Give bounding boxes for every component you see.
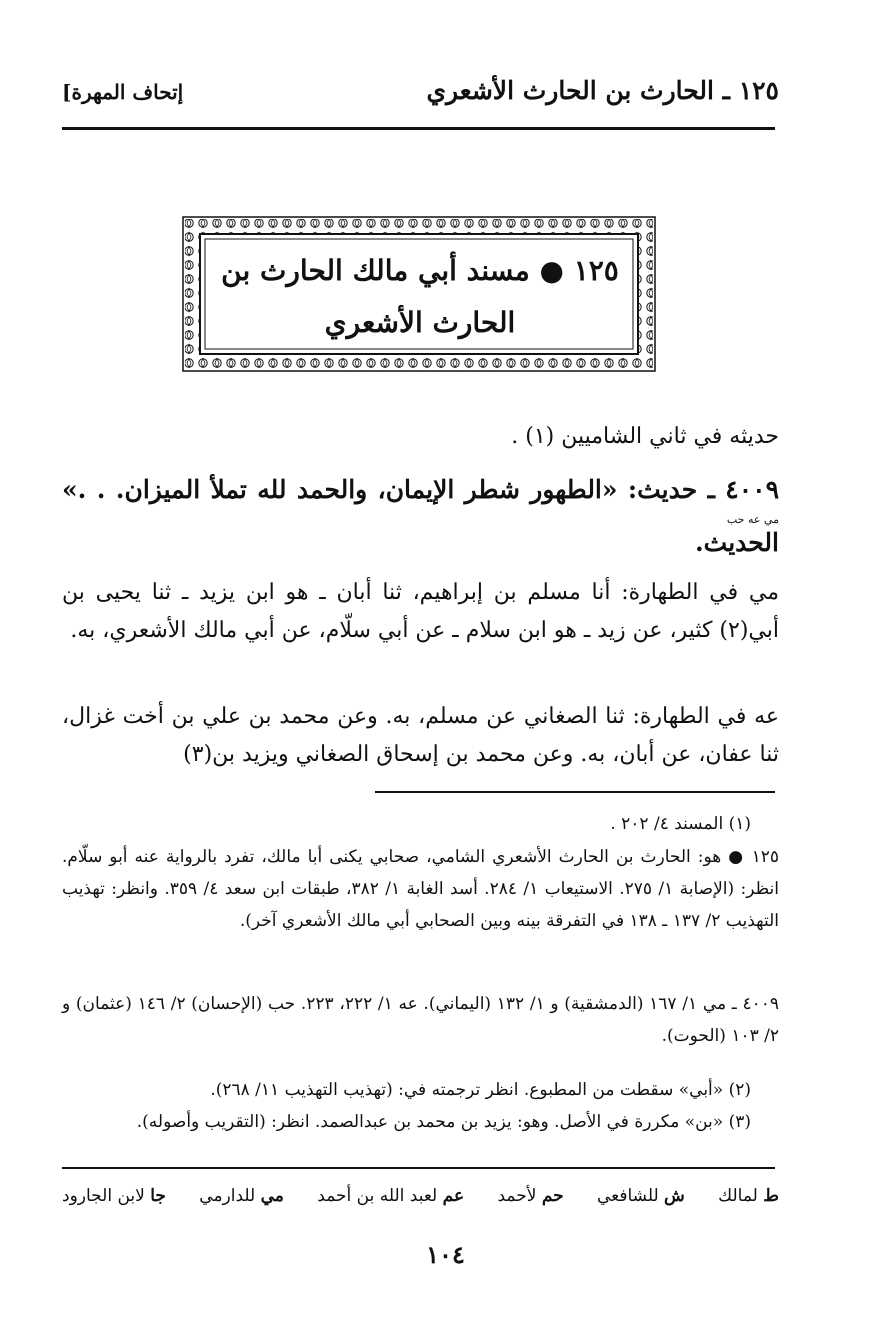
footnote-rule <box>375 791 775 793</box>
paragraph: عه في الطهارة: ثنا الصغاني عن مسلم، به. وعن محمد بن علي بن أخت غزال، ثنا عفان، عن أبان، به. وعن محمد بن إسحاق الصغاني ويزيد بن(٣) <box>62 704 779 767</box>
abbreviation-legend <box>62 1186 779 1216</box>
legend-item <box>497 1186 563 1216</box>
section-title-line-1: ١٢٥ ● مسند أبي مالك الحارث بن <box>221 254 619 287</box>
legend-code: مي <box>260 1186 284 1206</box>
book-title: [إتحاف المهرة <box>62 80 184 104</box>
legend-item <box>62 1186 166 1216</box>
legend-code: جا <box>150 1186 166 1206</box>
footnote: (٢) «أبي» سقطت من المطبوع. انظر ترجمته في: (تهذيب التهذيب ١١/ ٢٦٨). <box>210 1080 751 1100</box>
footnote: ٤٠٠٩ ـ مي ١/ ١٦٧ (الدمشقية) و ١/ ١٣٢ (اليماني). عه ١/ ٢٢٢، ٢٢٣. حب (الإحسان) ٢/ ١٤٦ (عثمان) و ٢/ ١٠٣ (الحوت). <box>62 994 779 1046</box>
legend-label: للشافعي <box>596 1186 659 1206</box>
legend-label: لأحمد <box>497 1186 537 1206</box>
ornamental-frame <box>182 216 656 372</box>
footnote: ١٢٥ ● هو: الحارث بن الحارث الأشعري الشامي، صحابي يكنى أبا مالك، تفرد بالرواية عنه أبو سلّام. انظر: (الإصابة ١/ ٢٧٥. الاستيعاب ١/ ٢٨٤. أسد الغابة ١/ ٣٨٢، طبقات ابن سعد ٤/ ٣٥٩. وانظر: تهذيب التهذيب ٢/ ١٣٧ ـ ١٣٨ في التفرقة بينه وبين الصحابي أبي مالك الأشعري آخر). <box>62 847 779 931</box>
legend-item <box>718 1186 779 1216</box>
page-number: ١٠٤ <box>426 1240 465 1269</box>
footnote: (١) المسند ٤/ ٢٠٢ . <box>610 814 751 834</box>
legend-code: عم <box>442 1186 465 1206</box>
ornament-border-icon <box>182 216 656 372</box>
legend-label: لمالك <box>718 1186 758 1206</box>
legend-code: ط <box>763 1186 779 1206</box>
legend-item <box>199 1186 284 1216</box>
source-marks: مي عه حب <box>726 513 779 526</box>
footnote: (٣) «بن» مكررة في الأصل. وهو: يزيد بن محمد بن عبدالصمد. انظر: (التقريب وأصوله). <box>136 1112 751 1132</box>
legend-code: حم <box>541 1186 564 1206</box>
legend-item <box>597 1186 685 1216</box>
footer-rule <box>62 1167 775 1169</box>
hadith-heading-end: الحديث. <box>694 528 779 557</box>
section-title-line-2: الحارث الأشعري <box>324 306 516 339</box>
legend-label: لعبد الله بن أحمد <box>317 1186 438 1206</box>
running-header <box>62 72 779 112</box>
lead-text: حديثه في ثاني الشاميين (١) . <box>511 424 779 449</box>
hadith-heading: ٤٠٠٩ ـ حديث: «الطهور شطر الإيمان، والحمد لله تملأ الميزان. . .» <box>62 475 779 504</box>
paragraph: مي في الطهارة: أنا مسلم بن إبراهيم، ثنا أبان ـ هو ابن يزيد ـ ثنا يحيى بن أبي(٢) كثير، عن زيد ـ هو ابن سلام ـ عن أبي سلّام، عن أبي مالك الأشعري، به. <box>62 580 779 643</box>
legend-label: للدارمي <box>199 1186 256 1206</box>
legend-label: لابن الجارود <box>62 1186 145 1206</box>
legend-item <box>317 1186 464 1216</box>
header-rule <box>62 127 775 130</box>
chapter-title: ١٢٥ ـ الحارث بن الحارث الأشعري <box>426 76 779 105</box>
legend-code: ش <box>664 1186 685 1206</box>
